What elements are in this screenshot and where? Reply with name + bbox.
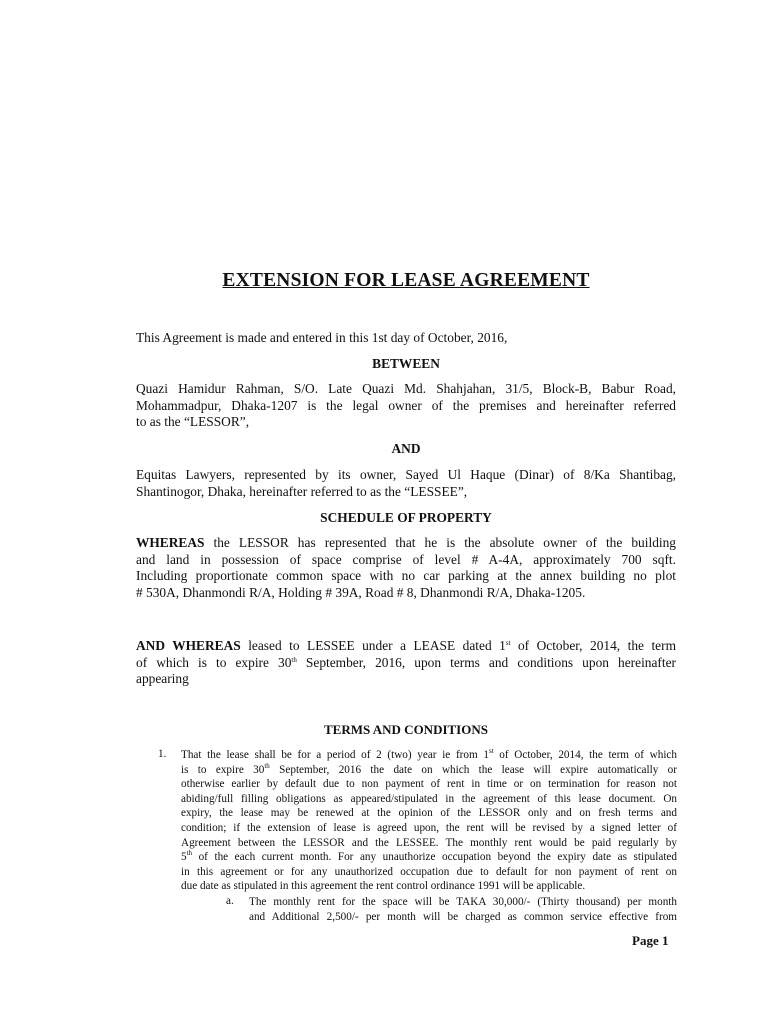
text-line: Quazi Hamidur Rahman, S/O. Late Quazi Md. Shahjahan, 31/5, Block-B, Babur Road,	[136, 381, 676, 396]
text-line	[181, 850, 677, 865]
clause-1	[181, 748, 677, 894]
text-span: 5	[181, 851, 187, 864]
text-span: of October, 2014, the term of which	[493, 749, 677, 761]
text-line: in this agreement or for any unauthorized occupation due to default for non payment of rent on	[181, 865, 677, 878]
text-span: is to expire 30	[181, 763, 265, 776]
superscript: st	[488, 747, 494, 755]
and-heading: AND	[391, 441, 421, 456]
superscript: th	[186, 849, 193, 858]
terms-heading: TERMS AND CONDITIONS	[324, 722, 488, 737]
text-span: leased to LESSEE under a LEASE dated 1	[240, 638, 506, 653]
superscript: th	[264, 761, 270, 770]
lessee-paragraph	[136, 467, 676, 500]
text-span: the LESSOR has represented that he is the absolute owner of the building	[204, 535, 676, 550]
schedule-heading: SCHEDULE OF PROPERTY	[320, 510, 492, 525]
text-line: Equitas Lawyers, represented by its owner, Sayed Ul Haque (Dinar) of 8/Ka Shantibag,	[136, 467, 676, 482]
text-line: condition; if the extension of lease is agreed upon, the rent will be revised by a signed letter of	[181, 821, 677, 834]
text-span: of which is to expire 30	[136, 654, 292, 670]
superscript: th	[291, 655, 297, 664]
text-line: otherwise earlier by default due to non payment of rent in time or on termination for reason not	[181, 778, 677, 791]
between-heading: BETWEEN	[372, 356, 440, 371]
text-line: Shantinogor, Dhaka, hereinafter referred to as the “LESSEE”,	[136, 483, 468, 499]
text-line: Mohammadpur, Dhaka-1207 is the legal owner of the premises and hereinafter referred	[136, 397, 676, 413]
text-line	[181, 763, 677, 778]
lessor-paragraph	[136, 381, 676, 431]
text-span: September, 2016 the date on which the lease will expire automatically or	[269, 763, 677, 776]
text-line: The monthly rent for the space will be TAKA 30,000/- (Thirty thousand) per month	[249, 896, 677, 908]
whereas-lead: WHEREAS	[136, 535, 205, 550]
text-line: and Additional 2,500/- per month will be charged as common service effective from	[249, 910, 677, 923]
and-whereas-paragraph	[136, 638, 676, 688]
intro-paragraph: This Agreement is made and entered in this 1st day of October, 2016,	[136, 330, 508, 345]
superscript: st	[505, 639, 511, 647]
clause-number: 1.	[158, 748, 167, 760]
text-line: due date as stipulated in this agreement the rent control ordinance 1991 will be applicable.	[181, 880, 586, 893]
text-line: Agreement between the LESSOR and the LESSEE. The monthly rent would be paid regularly by	[181, 836, 677, 849]
text-line: # 530A, Dhanmondi R/A, Holding # 39A, Road # 8, Dhanmondi R/A, Dhaka-1205.	[136, 585, 586, 601]
text-line	[136, 535, 676, 552]
page-number: Page 1	[632, 933, 669, 948]
text-line	[181, 748, 677, 763]
sub-clause-a	[249, 895, 677, 924]
text-span: That the lease shall be for a period of 2 (two) year ie from 1	[181, 749, 489, 761]
whereas-paragraph	[136, 535, 676, 602]
and-whereas-lead: AND WHEREAS	[136, 638, 241, 653]
text-line: expiry, the lease may be renewed at the opinion of the LESSOR only and on fresh terms and	[181, 807, 677, 820]
text-line	[136, 655, 676, 672]
text-span: of October, 2014, the term	[510, 638, 676, 653]
text-line: and land in possession of space comprise of level # A-4A, approximately 700 sqft.	[136, 551, 676, 567]
document-title: EXTENSION FOR LEASE AGREEMENT	[222, 270, 590, 291]
text-line	[136, 638, 676, 655]
text-line: abiding/full filling obligations as appeared/stipulated in the agreement of this lease document. On	[181, 792, 677, 805]
text-span: September, 2016, upon terms and conditions upon hereinafter	[296, 654, 677, 670]
sub-clause-label: a.	[226, 895, 234, 907]
text-line: to as the “LESSOR”,	[136, 414, 250, 430]
text-line: appearing	[136, 671, 189, 687]
text-span: of the each current month. For any unauthorize occupation beyond the expiry date as stipulated	[192, 851, 677, 864]
text-line: Including proportionate common space with no car parking at the annex building no plot	[136, 568, 676, 584]
